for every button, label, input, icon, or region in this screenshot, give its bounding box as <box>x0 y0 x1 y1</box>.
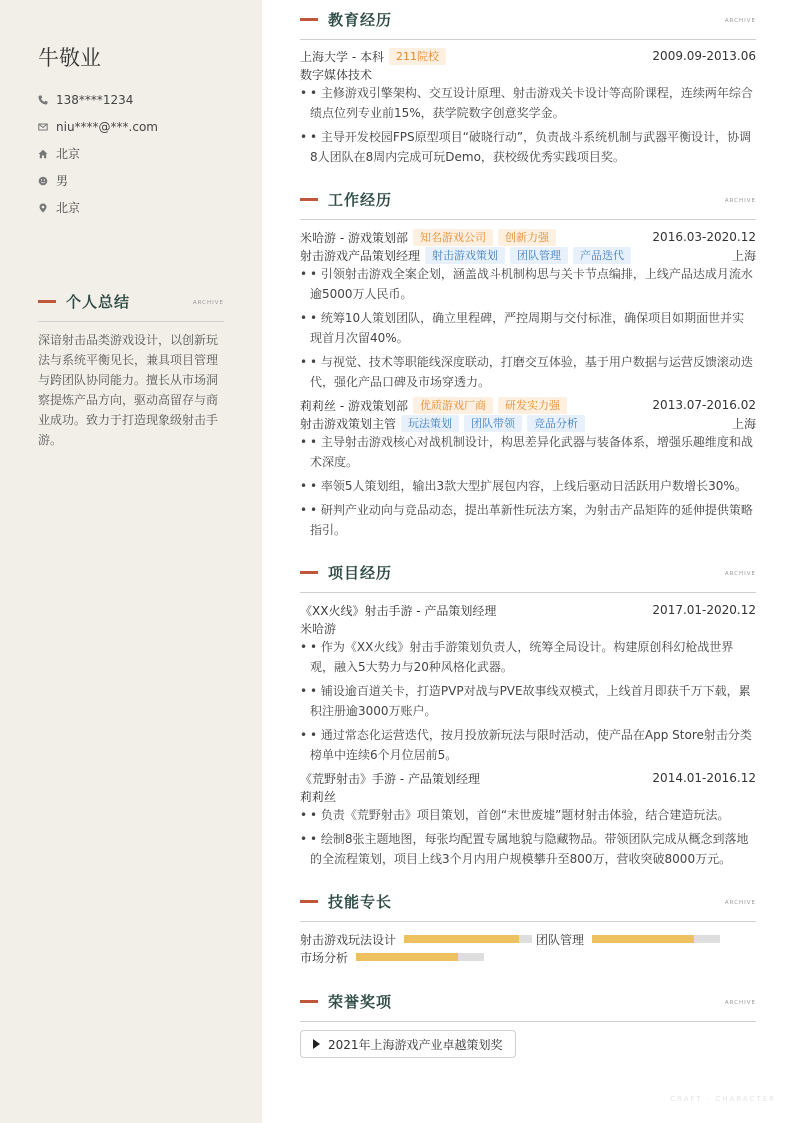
project-row <box>300 601 756 619</box>
skill-fill <box>592 935 694 943</box>
project-bullets <box>300 805 756 869</box>
project-bullets <box>300 637 756 765</box>
skills-accent-bar <box>300 900 318 903</box>
work-role-chip: 团队带领 <box>464 415 522 432</box>
work-accent-bar <box>300 198 318 201</box>
summary-tag: ARCHIVE <box>192 300 224 306</box>
phone-icon <box>38 95 56 105</box>
education-major-row <box>300 65 756 83</box>
list-item: • • 与视觉、技术等职能线深度联动，打磨交互体验，基于用户数据与运营反馈滚动迭代，强化产品口碑及市场穿透力。 <box>300 352 756 392</box>
skill-name: 射击游戏玩法设计 <box>300 932 397 947</box>
candidate-name: 牛敬业 <box>38 46 101 70</box>
project-accent-bar <box>300 571 318 574</box>
project-header <box>300 553 756 593</box>
project-org-row <box>300 787 756 805</box>
work-role: 射击游戏策划主管 <box>300 416 397 431</box>
list-item: • • 引领射击游戏全案企划，涵盖战斗机制构思与关卡节点编排，上线产品达成月流水逾5000万人民币。 <box>300 264 756 304</box>
work-company: 米哈游 - 游戏策划部 <box>300 230 408 245</box>
education-chip: 211院校 <box>389 48 446 65</box>
award-item[interactable] <box>300 1030 516 1058</box>
work-chip: 优质游戏厂商 <box>413 397 493 414</box>
honors-section <box>300 982 756 1058</box>
education-title: 教育经历 <box>328 11 393 29</box>
work-role-chip: 团队管理 <box>510 247 568 264</box>
list-item: • • 主导射击游戏核心对战机制设计，构思差异化武器与装备体系，增强乐趣维度和战术深度。 <box>300 432 756 472</box>
work-date: 2013.07-2016.02 <box>652 398 756 412</box>
summary-title: 个人总结 <box>66 293 131 311</box>
home-icon <box>38 149 56 159</box>
education-bullets <box>300 83 756 167</box>
education-tag: ARCHIVE <box>724 18 756 24</box>
main-content <box>300 0 756 1058</box>
honors-header <box>300 982 756 1022</box>
project-name: 《XX火线》射击手游 - 产品策划经理 <box>300 603 497 618</box>
skills-section <box>300 882 756 966</box>
honors-accent-bar <box>300 1000 318 1003</box>
work-role-chip: 竞品分析 <box>527 415 585 432</box>
work-city: 上海 <box>731 416 756 431</box>
mail-icon <box>38 122 56 132</box>
work-bullets <box>300 264 756 392</box>
honors-title: 荣誉奖项 <box>328 993 393 1011</box>
work-role: 射击游戏产品策划经理 <box>300 248 421 263</box>
list-item: • • 统筹10人策划团队，确立里程碑，严控周期与交付标准，确保项目如期面世并实现首月次留40%。 <box>300 308 756 348</box>
project-entry-2 <box>300 769 756 869</box>
skill-bar <box>592 935 720 943</box>
work-chip: 创新力强 <box>498 229 556 246</box>
contact-home <box>38 140 158 167</box>
project-org: 莉莉丝 <box>300 789 337 804</box>
award-text: 2021年上海游戏产业卓越策划奖 <box>328 1037 503 1052</box>
list-item: • • 率领5人策划组，输出3款大型扩展包内容，上线后驱动日活跃用户数增长30%。 <box>300 476 756 496</box>
work-date: 2016.03-2020.12 <box>652 230 756 244</box>
skill-name: 市场分析 <box>300 950 349 965</box>
work-company: 莉莉丝 - 游戏策划部 <box>300 398 408 413</box>
work-company-row <box>300 228 756 246</box>
work-title: 工作经历 <box>328 191 393 209</box>
skill-bar <box>356 953 484 961</box>
contact-email-text: niu****@***.com <box>56 119 158 134</box>
skill-name: 团队管理 <box>536 932 585 947</box>
contact-list <box>38 86 158 221</box>
list-item: • • 主导开发校园FPS原型项目“破晓行动”，负责战斗系统机制与武器平衡设计，协调8人团队在8周内完成可玩Demo，获校级优秀实践项目奖。 <box>300 127 756 167</box>
work-section <box>300 180 756 540</box>
skill-fill <box>404 935 519 943</box>
work-company-row <box>300 396 756 414</box>
contact-email <box>38 113 158 140</box>
contact-gender <box>38 167 158 194</box>
contact-gender-text: 男 <box>56 174 69 188</box>
location-icon <box>38 203 56 213</box>
work-role-chip: 产品迭代 <box>573 247 631 264</box>
project-entry-1 <box>300 601 756 765</box>
skill-item <box>300 949 484 966</box>
play-icon <box>313 1039 320 1049</box>
work-city: 上海 <box>731 248 756 263</box>
project-tag: ARCHIVE <box>724 571 756 577</box>
list-item: • • 铺设逾百道关卡，打造PVP对战与PVE故事线双模式，上线首月即获千万下载，累积注册逾3000万账户。 <box>300 681 756 721</box>
work-role-row <box>300 414 756 432</box>
project-section <box>300 553 756 869</box>
list-item: • • 负责《荒野射击》项目策划，首创“末世废墟”题材射击体验，结合建造玩法。 <box>300 805 756 825</box>
skills-tag: ARCHIVE <box>724 900 756 906</box>
education-header <box>300 0 756 40</box>
education-school: 上海大学 - 本科 <box>300 49 384 64</box>
project-date: 2017.01-2020.12 <box>652 603 756 617</box>
work-role-row <box>300 246 756 264</box>
skill-item <box>536 931 720 948</box>
project-name: 《荒野射击》手游 - 产品策划经理 <box>300 771 480 786</box>
list-item: • • 通过常态化运营迭代，按月投放新玩法与限时活动，使产品在App Store射击分类榜单中连续6个月位居前5。 <box>300 725 756 765</box>
summary-text: 深谙射击品类游戏设计，以创新玩法与系统平衡见长，兼具项目管理与跨团队协同能力。擅长从市场洞察提炼产品方向，驱动高留存与商业成功。致力于打造现象级射击手游。 <box>38 333 219 447</box>
education-row <box>300 47 756 65</box>
list-item: • • 绘制8张主题地图，每张均配置专属地貌与隐藏物品。带领团队完成从概念到落地的全流程策划，项目上线3个月内用户规模攀升至800万，营收突破8000万元。 <box>300 829 756 869</box>
list-item: • • 研判产业动向与竞品动态，提出革新性玩法方案，为射击产品矩阵的延伸提供策略指引。 <box>300 500 756 540</box>
skills-row <box>300 948 756 966</box>
project-org-row <box>300 619 756 637</box>
skills-header <box>300 882 756 922</box>
work-chip: 研发实力强 <box>498 397 567 414</box>
work-entry-2 <box>300 396 756 540</box>
honors-tag: ARCHIVE <box>724 1000 756 1006</box>
education-date: 2009.09-2013.06 <box>652 49 756 63</box>
footer-watermark: CRAFT · CHARACTER <box>670 1095 776 1103</box>
gender-icon <box>38 176 56 186</box>
contact-phone <box>38 86 158 113</box>
skill-fill <box>356 953 458 961</box>
education-accent-bar <box>300 18 318 21</box>
project-row <box>300 769 756 787</box>
contact-home-text: 北京 <box>56 147 81 161</box>
education-section <box>300 0 756 167</box>
work-tag: ARCHIVE <box>724 198 756 204</box>
education-entry <box>300 47 756 167</box>
summary-section <box>38 282 224 450</box>
contact-phone-text: 138****1234 <box>56 92 134 107</box>
skills-title: 技能专长 <box>328 893 393 911</box>
skills-row <box>300 930 756 948</box>
project-org: 米哈游 <box>300 621 337 636</box>
project-title: 项目经历 <box>328 564 393 582</box>
work-bullets <box>300 432 756 540</box>
list-item: • • 主修游戏引擎架构、交互设计原理、射击游戏关卡设计等高阶课程，连续两年综合绩点位列专业前15%，获学院数字创意奖学金。 <box>300 83 756 123</box>
summary-accent-bar <box>38 300 56 303</box>
education-major: 数字媒体技术 <box>300 67 373 82</box>
work-entry-1 <box>300 228 756 392</box>
project-date: 2014.01-2016.12 <box>652 771 756 785</box>
work-role-chip: 玩法策划 <box>401 415 459 432</box>
contact-location <box>38 194 158 221</box>
work-chip: 知名游戏公司 <box>413 229 493 246</box>
work-header <box>300 180 756 220</box>
list-item: • • 作为《XX火线》射击手游策划负责人，统筹全局设计。构建原创科幻枪战世界观，融入5大势力与20种风格化武器。 <box>300 637 756 677</box>
summary-header <box>38 282 224 322</box>
skill-item <box>300 931 532 948</box>
skills-list <box>300 930 756 966</box>
work-role-chip: 射击游戏策划 <box>425 247 505 264</box>
contact-location-text: 北京 <box>56 201 81 215</box>
skill-bar <box>404 935 532 943</box>
